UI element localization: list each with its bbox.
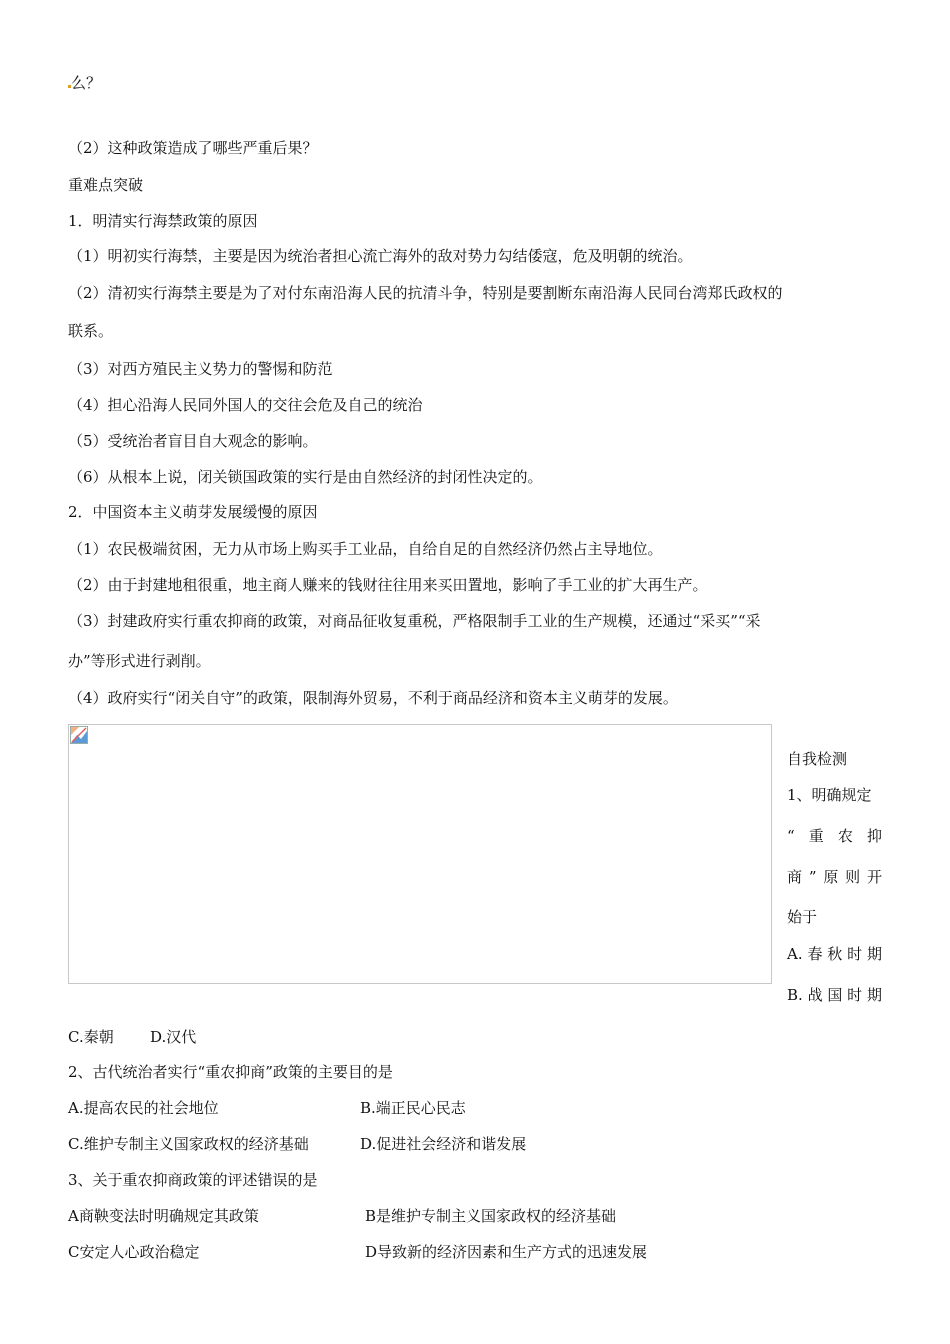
item2-point3: （3）封建政府实行重农抑商的政策，对商品征收复重税，严格限制手工业的生产规模，还通过“采买”“采 <box>68 612 761 630</box>
q1-line1: 1、明确规定 <box>787 786 872 804</box>
q2-option-b: B.端正民心民志 <box>360 1099 466 1117</box>
q3-option-b: B是维护专制主义国家政权的经济基础 <box>365 1207 617 1225</box>
self-test-title: 自我检测 <box>787 750 848 768</box>
item2-heading: 2．中国资本主义萌芽发展缓慢的原因 <box>68 503 318 521</box>
q1-char: 开 <box>866 868 882 886</box>
item1-point6: （6）从根本上说，闭关锁国政策的实行是由自然经济的封闭性决定的。 <box>68 468 543 486</box>
q3-option-d: D导致新的经济因素和生产方式的迅速发展 <box>365 1243 648 1261</box>
item2-point4: （4）政府实行“闭关自守”的政策，限制海外贸易，不利于商品经济和资本主义萌芽的发展。 <box>68 689 678 707</box>
item1-heading: 1．明清实行海禁政策的原因 <box>68 212 258 230</box>
option-char: 秋 <box>827 945 843 963</box>
image-placeholder <box>68 724 772 984</box>
item2-point1: （1）农民极端贫困，无力从市场上购买手工业品，自给自足的自然经济仍然占主导地位。 <box>68 540 663 558</box>
q3-option-c: C安定人心政治稳定 <box>68 1243 200 1261</box>
q1-char: 抑 <box>866 827 882 845</box>
q1-char: 农 <box>837 827 853 845</box>
q2-option-c: C.维护专制主义国家政权的经济基础 <box>68 1135 309 1153</box>
q1-char: 重 <box>808 827 824 845</box>
q1-char: ” <box>808 868 817 886</box>
q2-option-a: A.提高农民的社会地位 <box>68 1099 219 1117</box>
option-char: 春 <box>807 945 823 963</box>
option-char: 时 <box>847 945 863 963</box>
q1-option-a <box>787 944 882 964</box>
q1-line3 <box>787 867 882 887</box>
question-3-self: 3、关于重农抑商政策的评述错误的是 <box>68 1171 318 1189</box>
question-fragment <box>68 73 101 93</box>
q1-char: “ <box>787 827 795 845</box>
q1-option-c: C.秦朝 <box>68 1028 114 1046</box>
item1-point2-cont: 联系。 <box>68 322 114 340</box>
q1-option-b <box>787 985 882 1005</box>
option-char: 战 <box>807 986 823 1004</box>
item1-point3: （3）对西方殖民主义势力的警惕和防范 <box>68 360 333 378</box>
item1-point1: （1）明初实行海禁，主要是因为统治者担心流亡海外的敌对势力勾结倭寇，危及明朝的统治。 <box>68 247 693 265</box>
q1-char: 则 <box>845 868 861 886</box>
option-char: 时 <box>847 986 863 1004</box>
fragment-text: 么？ <box>71 74 102 92</box>
q1-char: 商 <box>787 868 803 886</box>
q2-option-d: D.促进社会经济和谐发展 <box>360 1135 527 1153</box>
item2-point3-cont: 办”等形式进行剥削。 <box>68 652 211 670</box>
q1-option-d: D.汉代 <box>150 1028 197 1046</box>
item1-point5: （5）受统治者盲目自大观念的影响。 <box>68 432 318 450</box>
option-char: A. <box>787 945 803 963</box>
q1-line4: 始于 <box>787 908 818 926</box>
question-2-self: 2、古代统治者实行“重农抑商”政策的主要目的是 <box>68 1063 393 1081</box>
q3-option-a: A商鞅变法时明确规定其政策 <box>68 1207 259 1225</box>
option-char: B. <box>787 986 803 1004</box>
option-char: 期 <box>866 986 882 1004</box>
item1-point2: （2）清初实行海禁主要是为了对付东南沿海人民的抗清斗争，特别是要割断东南沿海人民同台湾郑氏政权的 <box>68 284 783 302</box>
item1-point4: （4）担心沿海人民同外国人的交往会危及自己的统治 <box>68 396 423 414</box>
section-title: 重难点突破 <box>68 176 144 194</box>
item2-point2: （2）由于封建地租很重，地主商人赚来的钱财往往用来买田置地，影响了手工业的扩大再生产。 <box>68 576 708 594</box>
option-char: 国 <box>827 986 843 1004</box>
q1-char: 原 <box>823 868 839 886</box>
broken-image-icon <box>70 726 88 744</box>
question-2: （2）这种政策造成了哪些严重后果？ <box>68 139 318 157</box>
q1-line2 <box>787 826 882 846</box>
option-char: 期 <box>866 945 882 963</box>
